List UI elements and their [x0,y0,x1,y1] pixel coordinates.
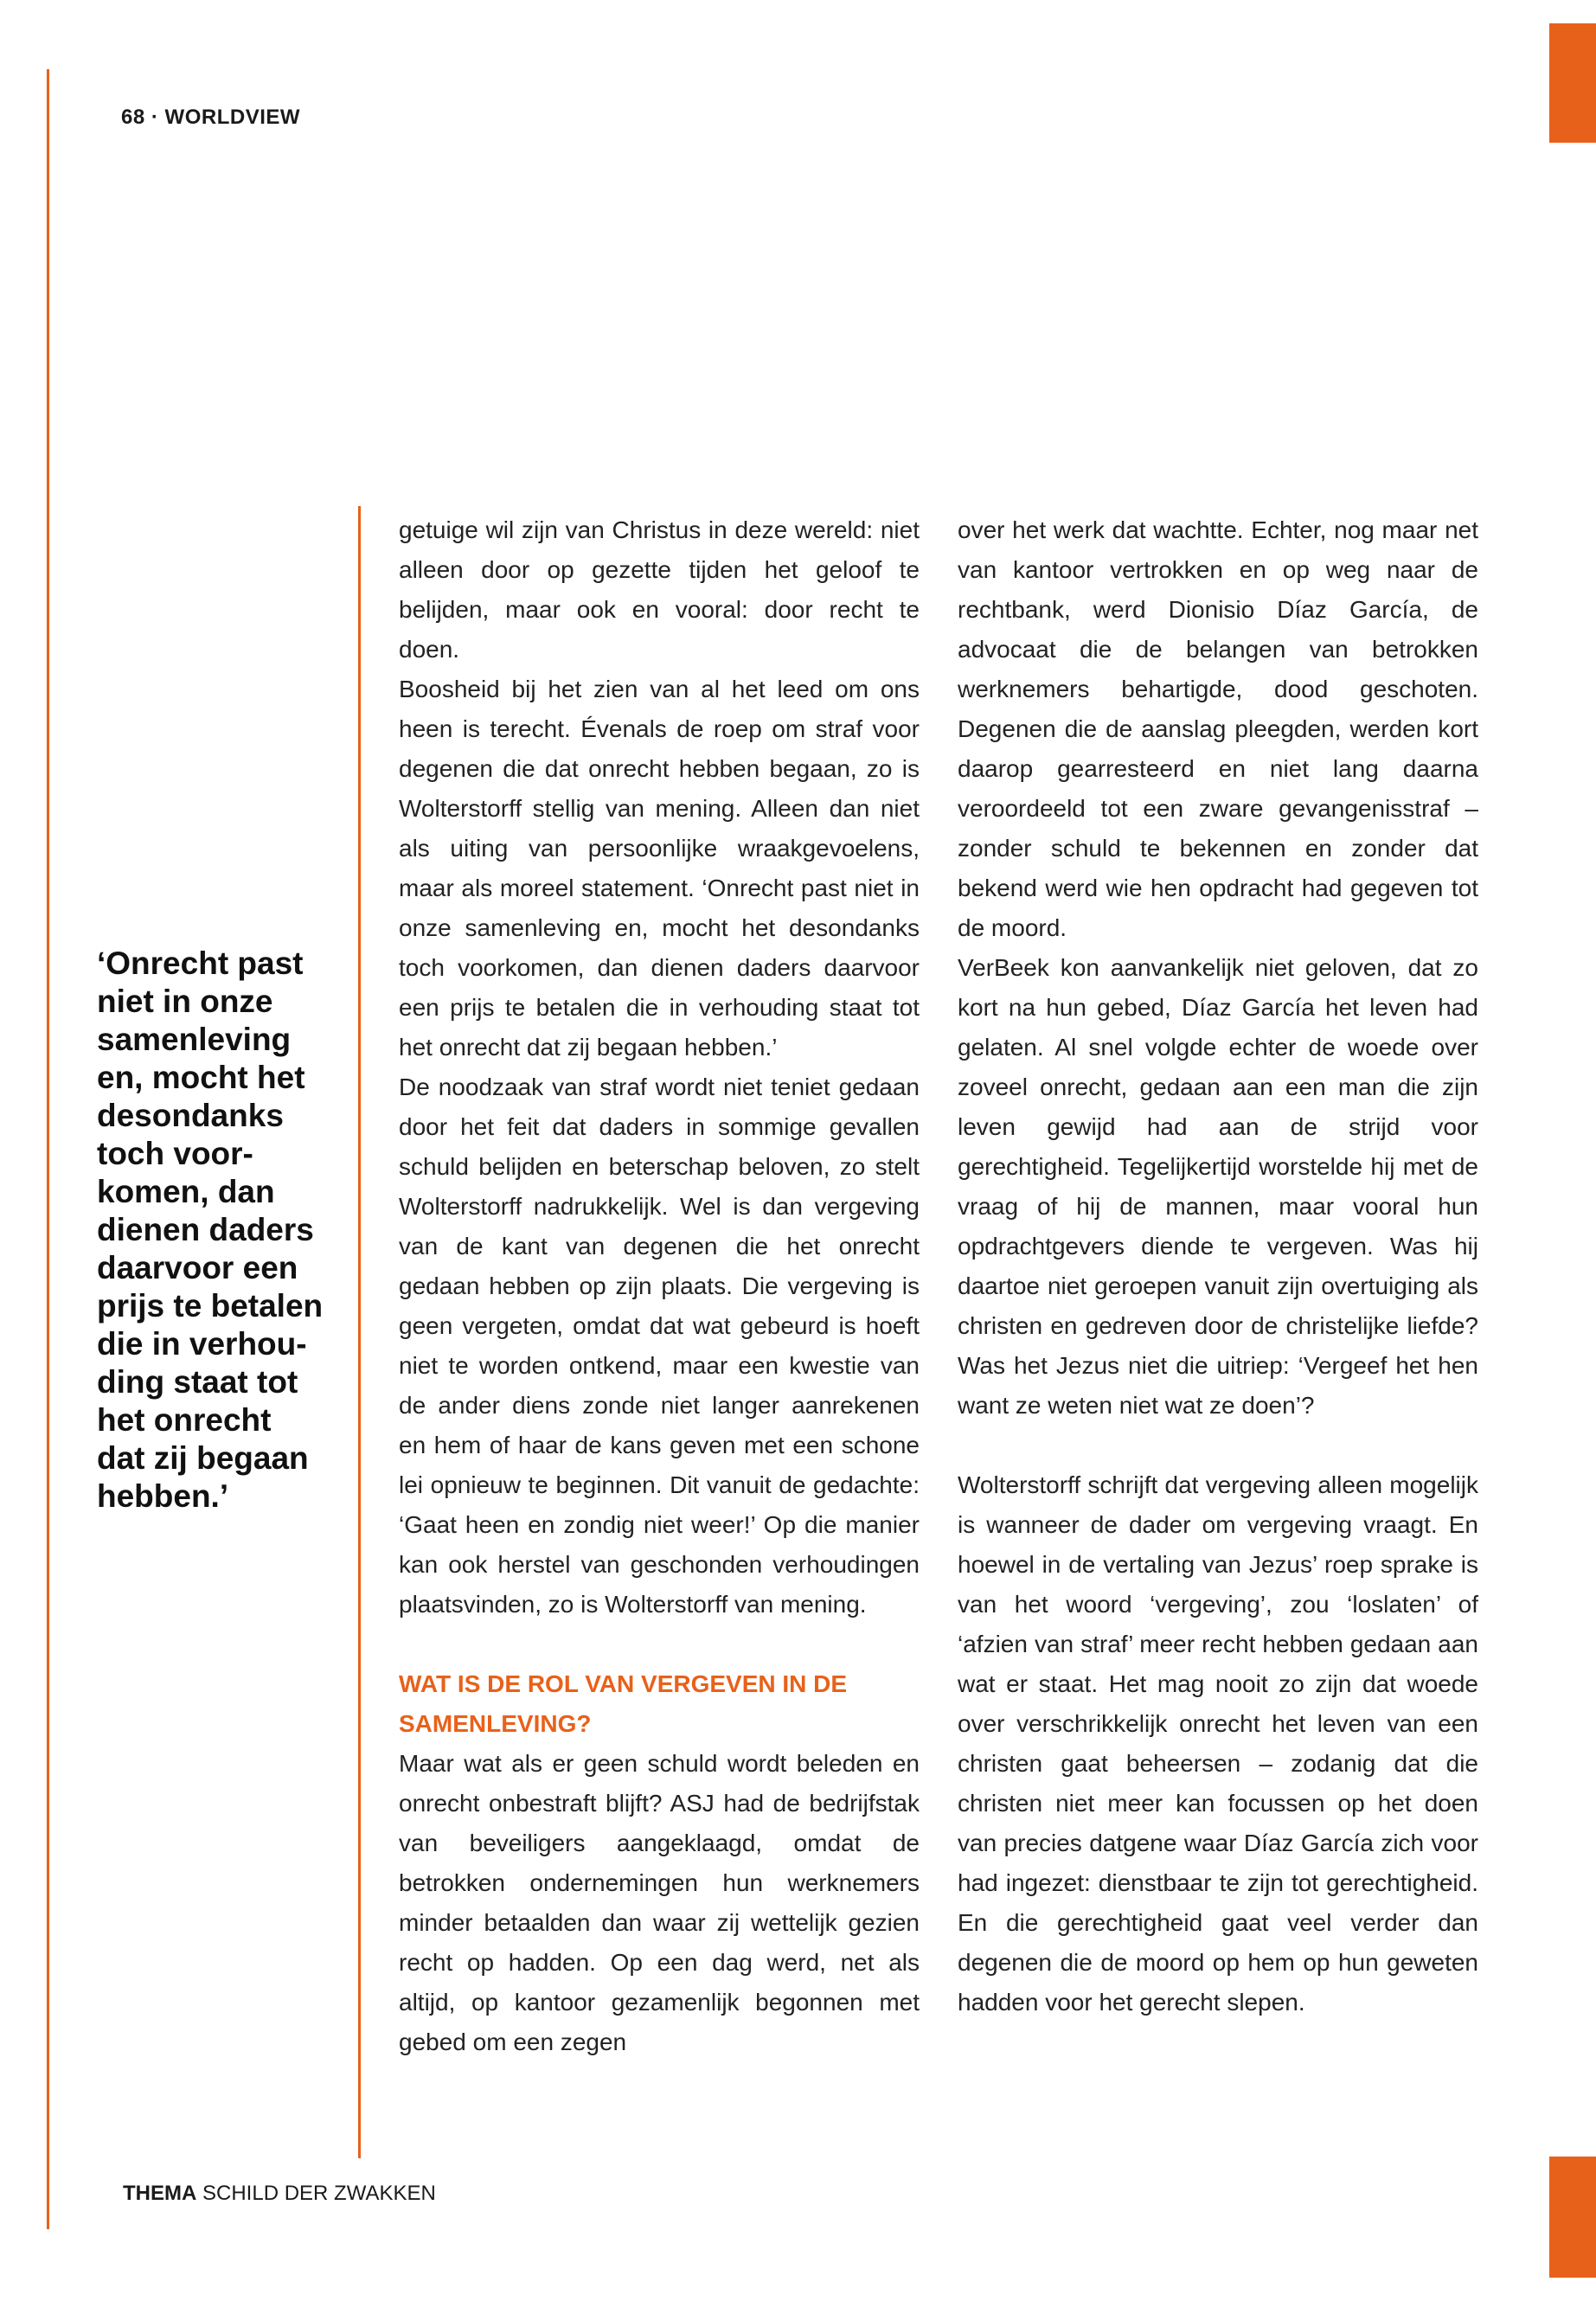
pull-quote [97,945,339,1516]
section-name: WORLDVIEW [164,106,301,129]
orange-edge-tab-top [1549,23,1596,143]
pull-quote-line: desondanks [97,1098,284,1133]
pull-quote-line: niet in onze [97,984,273,1019]
footer-title: SCHILD DER ZWAKKEN [202,2182,436,2205]
paragraph: De noodzaak van straf wordt niet teniet gedaan door het feit dat daders in sommige gevallen schuld belijden en beterschap beloven, zo stelt Wolterstorff nadrukkelijk. Wel is dan vergeving van de kant van degenen die het onrecht gedaan hebben op zijn plaats. Die vergeving is geen vergeten, omdat dat wat gebeurd is hoeft niet te worden ontkend, maar een kwestie van de ander diens zonde niet langer aanrekenen en hem of haar de kans geven met een schone lei opnieuw te beginnen. Dit vanuit de gedachte: ‘Gaat heen en zondig niet weer!’ Op die manier kan ook herstel van geschonden verhoudingen plaatsvinden, zo is Wolterstorff van mening. [399,1074,920,1618]
article-column-2 [958,510,1478,2022]
section-subheading: WAT IS DE ROL VAN VERGEVEN IN DE SAMENLEVING? [399,1670,848,1737]
pull-quote-line: het onrecht [97,1402,272,1438]
pull-quote-line: en, mocht het [97,1060,305,1095]
pull-quote-line: toch voor- [97,1136,253,1171]
pull-quote-line: samenleving [97,1022,292,1057]
column-divider-rule [358,506,361,2158]
paragraph: getuige wil zijn van Christus in deze wereld: niet alleen door op gezette tijden het geloof te belijden, maar ook en vooral: door recht te doen. [399,516,920,663]
paragraph: VerBeek kon aanvankelijk niet geloven, dat zo kort na hun gebed, Díaz García het leven had gelaten. Al snel volgde echter de woede over zoveel onrecht, gedaan aan een man die zijn leven gewijd had aan de strijd voor gerechtigheid. Tegelijkertijd worstelde hij met de vraag of hij de mannen, maar vooral hun opdrachtgevers diende te vergeven. Was hij daartoe niet geroepen vanuit zijn overtuiging als christen en gedreven door de christelijke liefde? Was het Jezus niet die uitriep: ‘Vergeef het hen want ze weten niet wat ze doen’? [958,954,1478,1419]
pull-quote-line: hebben.’ [97,1478,229,1514]
pull-quote-line: prijs te betalen [97,1288,324,1324]
pull-quote-line: ‘Onrecht past [97,945,304,981]
pull-quote-line: dat zij begaan [97,1440,309,1476]
left-margin-rule [47,69,49,2229]
footer-label: THEMA [123,2182,197,2205]
orange-edge-tab-bottom [1549,2157,1596,2278]
paragraph: over het werk dat wachtte. Echter, nog maar net van kantoor vertrokken en op weg naar de rechtbank, werd Dionisio Díaz García, de advocaat die de belangen van betrokken werknemers behartigde, dood geschoten. Degenen die de aanslag pleegden, werden kort daarop gearresteerd en niet lang daarna veroordeeld tot een zware gevangenisstraf – zonder schuld te bekennen en zonder dat bekend werd wie hen opdracht had gegeven tot de moord. [958,516,1478,941]
pull-quote-line: dienen daders [97,1212,314,1247]
pull-quote-line: die in verhou- [97,1326,307,1362]
paragraph: Wolterstorff schrijft dat vergeving alleen mogelijk is wanneer de dader om vergeving vraagt. En hoewel in de vertaling van Jezus’ roep sprake is van het woord ‘vergeving’, zou ‘loslaten’ of ‘afzien van straf’ meer recht hebben gedaan aan wat er staat. Het mag nooit zo zijn dat woede over verschrikkelijk onrecht het leven van een christen gaat beheersen – zodanig dat die christen niet meer kan focussen op het doen van precies datgene waar Díaz García zich voor had ingezet: dienstbaar te zijn tot gerechtigheid. En die gerechtigheid gaat veel verder dan degenen die de moord op hem op hun geweten hadden voor het gerecht slepen. [958,1471,1478,2016]
running-footer [123,2182,436,2206]
paragraph: Boosheid bij het zien van al het leed om ons heen is terecht. Évenals de roep om straf voor degenen die dat onrecht hebben begaan, zo is Wolterstorff stellig van mening. Alleen dan niet als uiting van persoonlijke wraakgevoelens, maar als moreel statement. ‘Onrecht past niet in onze samenleving en, mocht het desondanks toch voorkomen, dan dienen daders daarvoor een prijs te betalen die in verhouding staat tot het onrecht dat zij begaan hebben.’ [399,676,920,1061]
pull-quote-line: daarvoor een [97,1250,298,1285]
pull-quote-line: ding staat tot [97,1364,298,1400]
article-column-1 [399,510,920,2062]
paragraph: Maar wat als er geen schuld wordt beleden en onrecht onbestraft blijft? ASJ had de bedrijfstak van beveiligers aangeklaagd, omdat de betrokken ondernemingen hun werknemers minder betaalden dan waar zij wettelijk gezien recht op hadden. Op een dag werd, net als altijd, op kantoor gezamenlijk begonnen met gebed om een zegen [399,1750,920,2055]
header-separator: · [151,106,159,129]
page-number: 68 [121,106,145,129]
running-header [121,106,300,130]
pull-quote-line: komen, dan [97,1174,275,1209]
